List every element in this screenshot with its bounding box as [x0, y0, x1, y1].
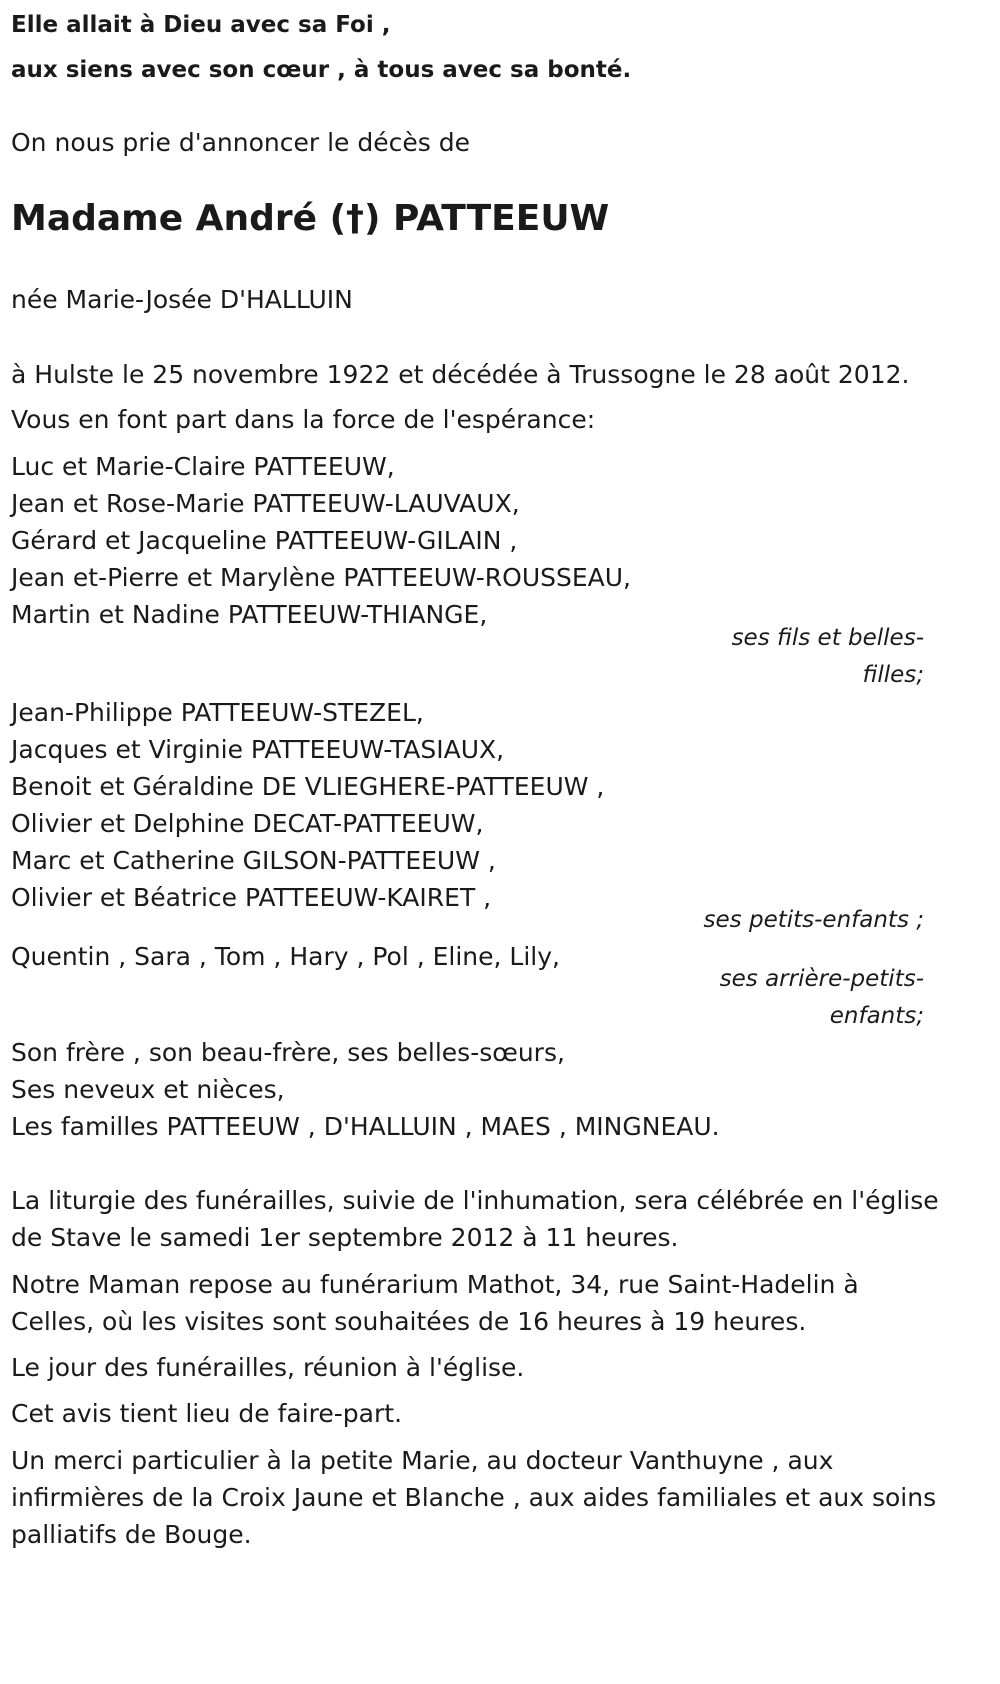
list-item: Gérard et Jacqueline PATTEEUW-GILAIN , [11, 526, 518, 555]
list-item: Jean-Philippe PATTEEUW-STEZEL, [11, 698, 424, 727]
quote-line-1: Elle allait à Dieu avec sa Foi , [11, 12, 391, 38]
thanks-line-1: Un merci particulier à la petite Marie, au docteur Vanthuyne , aux [11, 1446, 834, 1475]
children-role-line-1: ses fils et belles- [731, 625, 924, 651]
repose-line-1: Notre Maman repose au funérarium Mathot, 34, rue Saint-Hadelin à [11, 1270, 859, 1299]
children-list [11, 447, 631, 635]
intro-text: On nous prie d'annoncer le décès de [11, 128, 470, 157]
list-item: Olivier et Béatrice PATTEEUW-KAIRET , [11, 883, 492, 912]
liturgy-line-1: La liturgie des funérailles, suivie de l'inhumation, sera célébrée en l'église [11, 1186, 939, 1215]
quote-line-2: aux siens avec son cœur , à tous avec sa bonté. [11, 57, 632, 83]
list-item: Ses neveux et nièces, [11, 1075, 285, 1104]
deceased-name: Madame André (†) PATTEEUW [11, 198, 610, 239]
great-grandchildren-role-line-2: enfants; [829, 1003, 924, 1029]
list-item: Luc et Marie-Claire PATTEEUW, [11, 452, 395, 481]
thanks-line-2: infirmières de la Croix Jaune et Blanche , aux aides familiales et aux soins [11, 1483, 937, 1512]
repose-line-2: Celles, où les visites sont souhaitées de 16 heures à 19 heures. [11, 1307, 807, 1336]
birth-name: née Marie-Josée D'HALLUIN [11, 285, 353, 314]
dates-text: à Hulste le 25 novembre 1922 et décédée à Trussogne le 28 août 2012. [11, 360, 910, 389]
meeting-text: Le jour des funérailles, réunion à l'église. [11, 1353, 525, 1382]
list-item: Jacques et Virginie PATTEEUW-TASIAUX, [11, 735, 505, 764]
list-item: Martin et Nadine PATTEEUW-THIANGE, [11, 600, 488, 629]
list-item: Olivier et Delphine DECAT-PATTEEUW, [11, 809, 484, 838]
list-item: Les familles PATTEEUW , D'HALLUIN , MAES , MINGNEAU. [11, 1112, 720, 1141]
list-item: Marc et Catherine GILSON-PATTEEUW , [11, 846, 496, 875]
grandchildren-role: ses petits-enfants ; [703, 907, 924, 933]
thanks-line-3: palliatifs de Bouge. [11, 1520, 252, 1549]
liturgy-line-2: de Stave le samedi 1er septembre 2012 à 11 heures. [11, 1223, 679, 1252]
list-item: Jean et Rose-Marie PATTEEUW-LAUVAUX, [11, 489, 520, 518]
other-relatives-list [11, 1033, 720, 1147]
grandchildren-list [11, 693, 604, 918]
great-grandchildren-list: Quentin , Sara , Tom , Hary , Pol , Eline, Lily, [11, 942, 560, 971]
notice-text: Cet avis tient lieu de faire-part. [11, 1399, 403, 1428]
announce-text: Vous en font part dans la force de l'espérance: [11, 405, 596, 434]
list-item: Benoit et Géraldine DE VLIEGHERE-PATTEEUW , [11, 772, 605, 801]
list-item: Son frère , son beau-frère, ses belles-sœurs, [11, 1038, 565, 1067]
great-grandchildren-role-line-1: ses arrière-petits- [719, 966, 924, 992]
list-item: Jean et-Pierre et Marylène PATTEEUW-ROUSSEAU, [11, 563, 631, 592]
children-role-line-2: filles; [862, 662, 924, 688]
